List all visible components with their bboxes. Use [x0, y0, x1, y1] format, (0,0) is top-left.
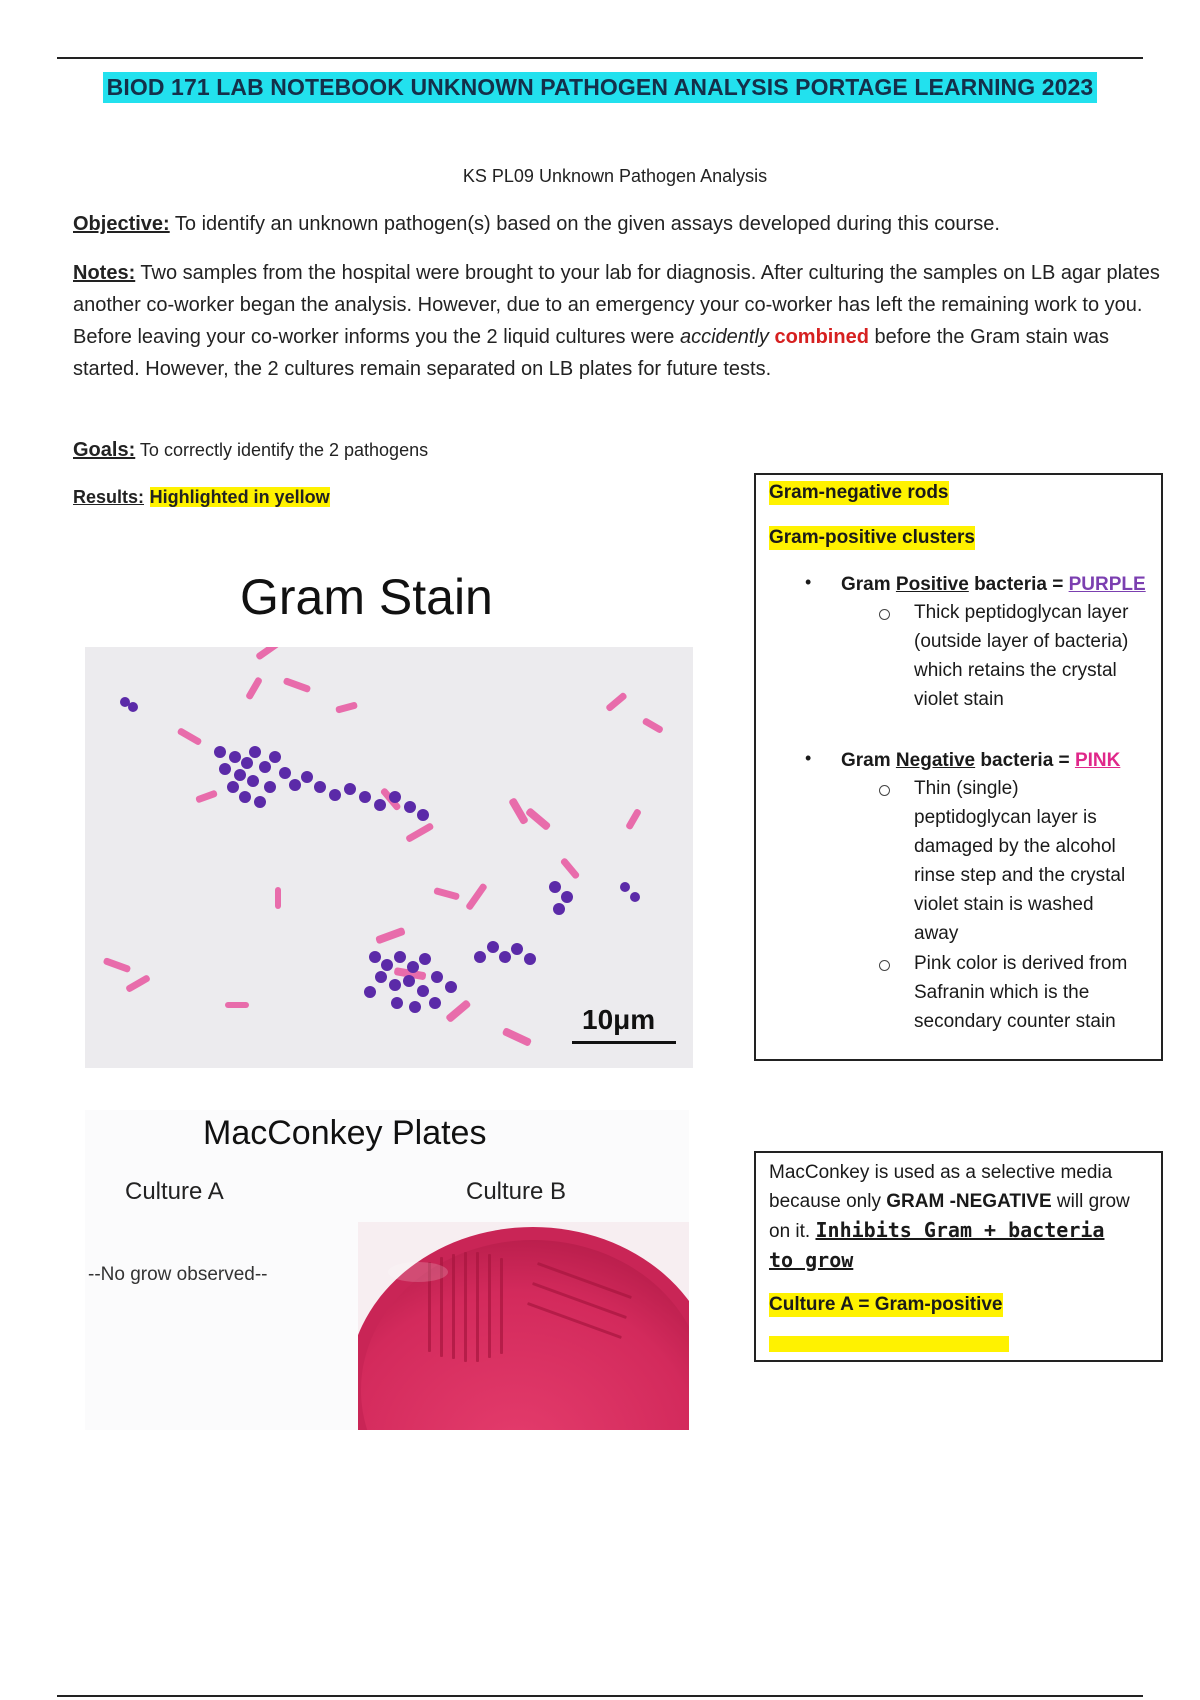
sub-bullet-icon — [879, 785, 890, 796]
gram-positive-heading — [841, 570, 1146, 599]
gp-line-1: Thick peptidoglycan layer — [914, 602, 1129, 623]
goals-label: Goals: — [73, 439, 136, 461]
macconkey-title: MacConkey Plates — [203, 1114, 487, 1152]
notes-paragraph — [73, 257, 1163, 385]
gn-line-4: rinse step and the crystal — [914, 865, 1126, 886]
gn-line-9: secondary counter stain — [914, 1011, 1116, 1032]
bullet-icon: • — [805, 572, 812, 592]
gp-label-key: Positive — [895, 574, 969, 595]
mac-line-3: on it. Inhibits Gram + bacteria — [769, 1218, 1105, 1242]
objective-paragraph — [73, 208, 1163, 240]
gn-line-7: Pink color is derived from — [914, 953, 1128, 974]
gn-label-pre: Gram — [841, 750, 896, 771]
result-gram-negative-rods: Gram-negative rods — [769, 482, 949, 503]
notes-combined: combined — [774, 326, 869, 348]
gn-line-3: damaged by the alcohol — [914, 836, 1116, 857]
bottom-rule — [57, 1695, 1143, 1697]
gp-line-2: (outside layer of bacteria) — [914, 631, 1129, 652]
culture-b-label: Culture B — [466, 1178, 567, 1205]
gram-stain-title: Gram Stain — [240, 569, 493, 625]
result-gram-positive-clusters: Gram-positive clusters — [769, 527, 975, 548]
objective-label: Objective: — [73, 213, 170, 235]
gn-line-2: peptidoglycan layer is — [914, 807, 1097, 828]
gp-color: PURPLE — [1068, 574, 1146, 595]
bullet-icon: • — [805, 748, 812, 768]
gn-line-5: violet stain is washed — [914, 894, 1094, 915]
gn-line-8: Safranin which is the — [914, 982, 1090, 1003]
document-title: BIOD 171 LAB NOTEBOOK UNKNOWN PATHOGEN ANALYSIS PORTAGE LEARNING 2023 — [103, 72, 1098, 103]
sub-bullet-icon — [879, 960, 890, 971]
notes-text-1: Two samples from the hospital were brought to your lab for diagnosis. After culturing the samples on LB agar plates another co-worker began the analysis. However, due to an emergency your co-worker has left the remaining work to you. Before leaving your co-worker informs you the 2 liquid cultures were — [73, 262, 1160, 348]
results-label: Results: — [73, 487, 145, 507]
gp-line-4: violet stain — [914, 689, 1004, 710]
notes-accidently: accidently — [679, 326, 769, 348]
mac-line-4: to grow — [769, 1248, 854, 1272]
culture-b-plate-photo — [358, 1222, 689, 1430]
culture-a-label: Culture A — [125, 1178, 224, 1205]
gp-label-pre: Gram — [841, 574, 896, 595]
gn-line-6: away — [914, 923, 959, 944]
macconkey-explanation-text — [769, 1158, 1154, 1276]
objective-text: To identify an unknown pathogen(s) based on the given assays developed during this course. — [169, 213, 1000, 235]
gn-label-post: bacteria = — [975, 750, 1075, 771]
document-subtitle: KS PL09 Unknown Pathogen Analysis — [462, 166, 768, 186]
results-highlight: Highlighted in yellow — [149, 487, 330, 507]
result-culture-a: Culture A = Gram-positive — [769, 1294, 1003, 1315]
no-growth-text: --No grow observed-- — [88, 1264, 268, 1285]
goals-paragraph — [73, 434, 1163, 466]
empty-highlight-bar — [769, 1336, 1009, 1352]
top-rule — [57, 57, 1143, 59]
mac-line-1: MacConkey is used as a selective media — [769, 1162, 1113, 1183]
gram-negative-heading — [841, 746, 1120, 775]
gram-negative-description-1 — [914, 774, 1154, 948]
scale-bar — [572, 1041, 676, 1044]
title-container — [0, 72, 1200, 103]
mac-line-2: because only GRAM -NEGATIVE will grow — [769, 1191, 1130, 1212]
gram-positive-description — [914, 598, 1154, 714]
gn-label-key: Negative — [895, 750, 976, 771]
gp-line-3: which retains the crystal — [914, 660, 1117, 681]
goals-text: To correctly identify the 2 pathogens — [135, 440, 429, 460]
gn-line-1: Thin (single) — [914, 778, 1019, 799]
scale-bar-label: 10μm — [582, 1004, 656, 1035]
notes-label: Notes: — [73, 262, 136, 284]
gram-negative-description-2 — [914, 949, 1154, 1036]
gn-color: PINK — [1074, 750, 1121, 771]
notes-text-2: before the Gram stain was started. However, the 2 cultures remain separated on LB plates for future tests. — [73, 326, 1110, 380]
gp-label-post: bacteria = — [968, 574, 1069, 595]
sub-bullet-icon — [879, 609, 890, 620]
